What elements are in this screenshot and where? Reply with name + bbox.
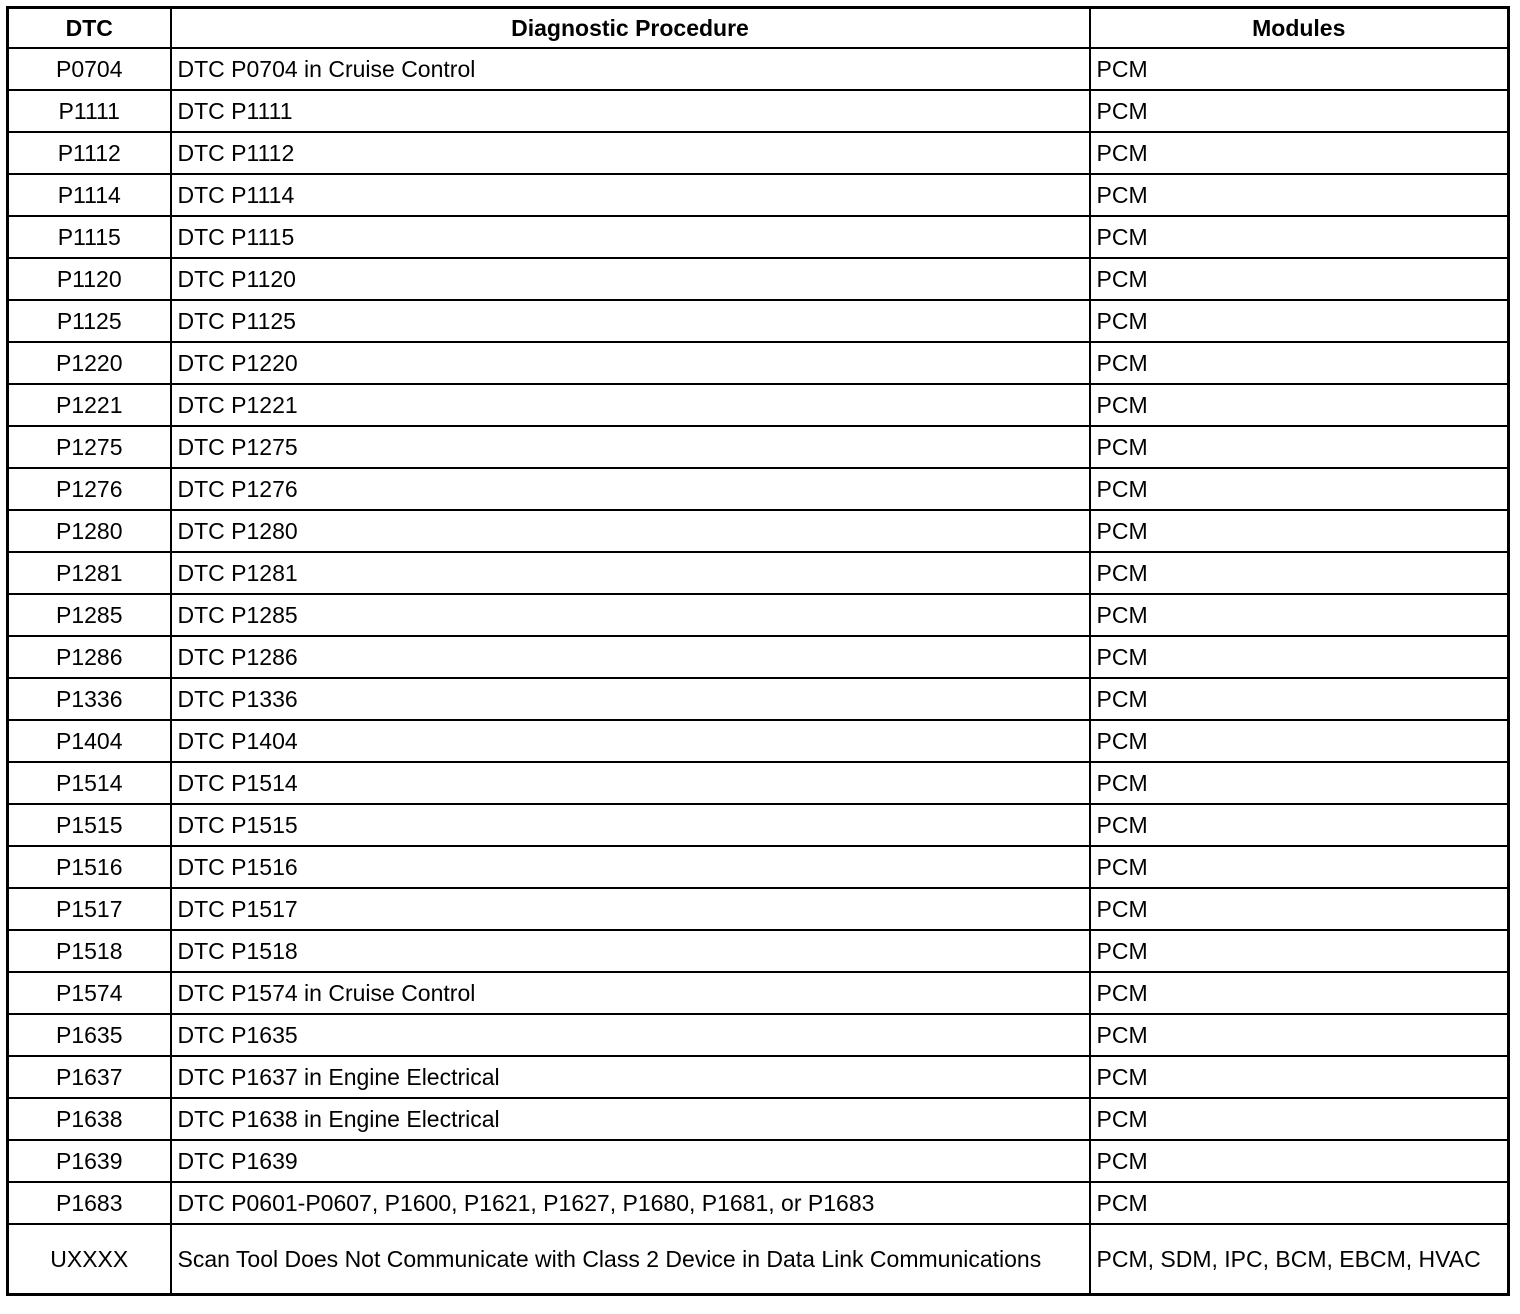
procedure-cell: DTC P1276 — [171, 468, 1090, 510]
modules-cell: PCM — [1090, 384, 1509, 426]
procedure-cell: DTC P1516 — [171, 846, 1090, 888]
table-row — [8, 48, 1509, 90]
modules-cell: PCM — [1090, 48, 1509, 90]
dtc-cell: P1336 — [8, 678, 171, 720]
dtc-cell: P1516 — [8, 846, 171, 888]
modules-cell: PCM — [1090, 594, 1509, 636]
table-row — [8, 132, 1509, 174]
modules-cell: PCM — [1090, 720, 1509, 762]
procedure-cell: DTC P1114 — [171, 174, 1090, 216]
table-row — [8, 300, 1509, 342]
dtc-cell: UXXXX — [8, 1224, 171, 1295]
table-row — [8, 342, 1509, 384]
modules-cell: PCM — [1090, 1014, 1509, 1056]
modules-cell: PCM — [1090, 1140, 1509, 1182]
table-row — [8, 216, 1509, 258]
modules-cell: PCM — [1090, 258, 1509, 300]
dtc-cell: P1125 — [8, 300, 171, 342]
procedure-cell: DTC P0704 in Cruise Control — [171, 48, 1090, 90]
dtc-cell: P1517 — [8, 888, 171, 930]
modules-cell: PCM — [1090, 426, 1509, 468]
dtc-table — [6, 6, 1510, 1296]
table-row — [8, 972, 1509, 1014]
table-row — [8, 1014, 1509, 1056]
procedure-cell: DTC P0601-P0607, P1600, P1621, P1627, P1680, P1681, or P1683 — [171, 1182, 1090, 1224]
modules-cell: PCM — [1090, 300, 1509, 342]
procedure-cell: DTC P1515 — [171, 804, 1090, 846]
procedure-cell: DTC P1281 — [171, 552, 1090, 594]
procedure-cell: DTC P1637 in Engine Electrical — [171, 1056, 1090, 1098]
dtc-cell: P1286 — [8, 636, 171, 678]
modules-cell: PCM — [1090, 90, 1509, 132]
dtc-cell: P1220 — [8, 342, 171, 384]
dtc-cell: P1281 — [8, 552, 171, 594]
table-row — [8, 1056, 1509, 1098]
dtc-cell: P1276 — [8, 468, 171, 510]
table-row — [8, 636, 1509, 678]
procedure-cell: DTC P1120 — [171, 258, 1090, 300]
dtc-cell: P1221 — [8, 384, 171, 426]
procedure-cell: DTC P1638 in Engine Electrical — [171, 1098, 1090, 1140]
procedure-cell: DTC P1285 — [171, 594, 1090, 636]
dtc-cell: P1638 — [8, 1098, 171, 1140]
dtc-cell: P1518 — [8, 930, 171, 972]
table-row — [8, 888, 1509, 930]
procedure-cell: DTC P1112 — [171, 132, 1090, 174]
dtc-cell: P1574 — [8, 972, 171, 1014]
modules-cell: PCM — [1090, 132, 1509, 174]
table-row — [8, 594, 1509, 636]
table-row — [8, 384, 1509, 426]
modules-cell: PCM — [1090, 888, 1509, 930]
modules-cell: PCM — [1090, 510, 1509, 552]
modules-cell: PCM — [1090, 342, 1509, 384]
dtc-cell: P1120 — [8, 258, 171, 300]
table-row — [8, 510, 1509, 552]
table-row — [8, 804, 1509, 846]
procedure-cell: DTC P1115 — [171, 216, 1090, 258]
table-row — [8, 174, 1509, 216]
table-row — [8, 762, 1509, 804]
procedure-cell: DTC P1404 — [171, 720, 1090, 762]
dtc-cell: P1515 — [8, 804, 171, 846]
dtc-cell: P1404 — [8, 720, 171, 762]
header-dtc: DTC — [8, 8, 171, 49]
procedure-cell: DTC P1514 — [171, 762, 1090, 804]
procedure-cell: DTC P1221 — [171, 384, 1090, 426]
modules-cell: PCM — [1090, 804, 1509, 846]
modules-cell: PCM — [1090, 1098, 1509, 1140]
header-modules: Modules — [1090, 8, 1509, 49]
header-procedure: Diagnostic Procedure — [171, 8, 1090, 49]
modules-cell: PCM — [1090, 216, 1509, 258]
table-row — [8, 468, 1509, 510]
dtc-cell: P1635 — [8, 1014, 171, 1056]
procedure-cell: Scan Tool Does Not Communicate with Class 2 Device in Data Link Communications — [171, 1224, 1090, 1295]
dtc-cell: P1114 — [8, 174, 171, 216]
table-row — [8, 1098, 1509, 1140]
dtc-cell: P1275 — [8, 426, 171, 468]
modules-cell: PCM — [1090, 552, 1509, 594]
modules-cell: PCM — [1090, 972, 1509, 1014]
dtc-cell: P1637 — [8, 1056, 171, 1098]
header-row — [8, 8, 1509, 49]
dtc-cell: P1111 — [8, 90, 171, 132]
modules-cell: PCM — [1090, 846, 1509, 888]
modules-cell: PCM — [1090, 762, 1509, 804]
table-row — [8, 1182, 1509, 1224]
procedure-cell: DTC P1280 — [171, 510, 1090, 552]
procedure-cell: DTC P1111 — [171, 90, 1090, 132]
procedure-cell: DTC P1286 — [171, 636, 1090, 678]
dtc-cell: P1112 — [8, 132, 171, 174]
dtc-cell: P1639 — [8, 1140, 171, 1182]
table-row — [8, 90, 1509, 132]
dtc-cell: P1115 — [8, 216, 171, 258]
procedure-cell: DTC P1639 — [171, 1140, 1090, 1182]
dtc-cell: P1280 — [8, 510, 171, 552]
procedure-cell: DTC P1125 — [171, 300, 1090, 342]
table-row — [8, 426, 1509, 468]
table-row — [8, 930, 1509, 972]
table-row — [8, 1224, 1509, 1295]
table-row — [8, 720, 1509, 762]
modules-cell: PCM, SDM, IPC, BCM, EBCM, HVAC — [1090, 1224, 1509, 1295]
table-row — [8, 552, 1509, 594]
table-row — [8, 678, 1509, 720]
procedure-cell: DTC P1574 in Cruise Control — [171, 972, 1090, 1014]
procedure-cell: DTC P1517 — [171, 888, 1090, 930]
modules-cell: PCM — [1090, 174, 1509, 216]
dtc-cell: P0704 — [8, 48, 171, 90]
dtc-cell: P1683 — [8, 1182, 171, 1224]
modules-cell: PCM — [1090, 636, 1509, 678]
dtc-cell: P1514 — [8, 762, 171, 804]
procedure-cell: DTC P1518 — [171, 930, 1090, 972]
procedure-cell: DTC P1635 — [171, 1014, 1090, 1056]
modules-cell: PCM — [1090, 468, 1509, 510]
table-row — [8, 258, 1509, 300]
procedure-cell: DTC P1220 — [171, 342, 1090, 384]
modules-cell: PCM — [1090, 1056, 1509, 1098]
procedure-cell: DTC P1336 — [171, 678, 1090, 720]
procedure-cell: DTC P1275 — [171, 426, 1090, 468]
dtc-cell: P1285 — [8, 594, 171, 636]
table-row — [8, 1140, 1509, 1182]
table-row — [8, 846, 1509, 888]
modules-cell: PCM — [1090, 678, 1509, 720]
modules-cell: PCM — [1090, 930, 1509, 972]
modules-cell: PCM — [1090, 1182, 1509, 1224]
